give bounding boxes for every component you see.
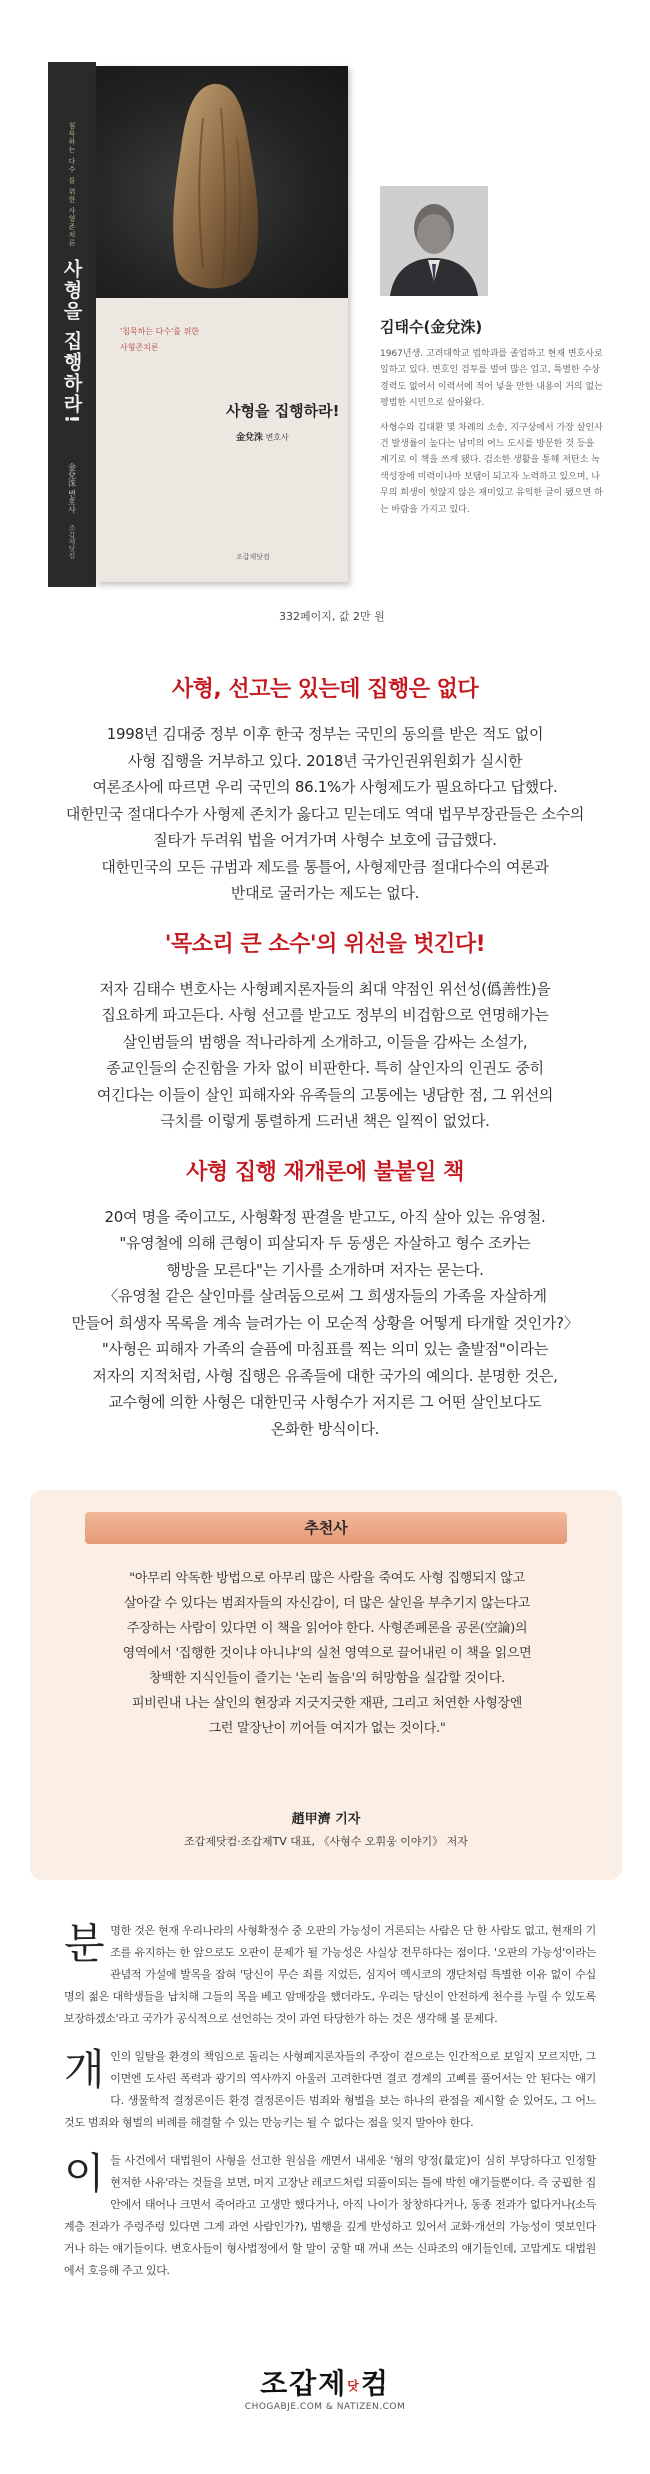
spine-title: 사형을 집행하라! xyxy=(60,258,83,426)
pages-price: 332페이지, 값 2만 원 xyxy=(279,610,385,623)
cover-photo xyxy=(96,66,348,298)
section-line: 여론조사에 따르면 우리 국민의 86.1%가 사형제도가 필요하다고 답했다. xyxy=(92,778,558,796)
excerpt-paragraph: 이 들 사건에서 대법원이 사형을 선고한 원심을 깨면서 내세운 '형의 양정(量定)이 심히 부당하다고 인정할 현저한 사유'라는 것들을 보면, 머지 고장난 레코드처럼 되풀이되는 틀에 박힌 얘기들뿐이다. 즉 궁핍한 집안에서 태어나 크면서 죽어라고 고생만 했다거나, 아직 나이가 창창하다거나, 동종 전과가 없다거나(소득계층 전과가 주렁주렁 있다면 그게 과연 사람인가?), 범행을 깊게 반성하고 있어서 교화·개선의 가능성이 엿보인다거나 하는 얘기들이다. 변호사들이 형사법정에서 할 말이 궁할 때 꺼내 쓰는 신파조의 얘기들인데, 고맙게도 대법원에서 호응해 주고 있다. xyxy=(64,2149,596,2277)
recommendation-label: 추천사 xyxy=(85,1512,567,1544)
sections xyxy=(0,660,650,1442)
drop-cap: 개 xyxy=(64,2045,105,2094)
author-bio-paragraph: 1967년생. 고려대학교 법학과를 졸업하고 현재 변호사로 일하고 있다. 변호인 검투를 벌여 많은 업고, 특별한 수상 경력도 없어서 이력서에 적어 넣을 만한 내용이 거의 없는 평범한 시민으로 살아왔다. xyxy=(380,349,603,409)
spine-publisher: 조갑제닷컴 xyxy=(68,524,76,559)
drop-cap: 이 xyxy=(64,2149,105,2198)
section-heading: 사형 집행 재개론에 불붙일 책 xyxy=(186,1159,464,1185)
section-heading: 사형, 선고는 있는데 집행은 없다 xyxy=(171,677,479,702)
author-portrait-icon xyxy=(380,186,488,296)
section-line: "유영철에 의해 큰형이 피살되자 두 동생은 자살하고 형수 조카는 xyxy=(119,1234,531,1252)
section-line: 사형 집행을 거부하고 있다. 2018년 국가인권위원회가 실시한 xyxy=(127,751,523,770)
excerpts xyxy=(64,1920,596,2282)
section-heading: '목소리 큰 소수'의 위선을 벗긴다! xyxy=(164,931,486,957)
cover-author: 金兌洙 변호사 xyxy=(236,433,289,443)
book-promo xyxy=(0,0,650,660)
author-photo xyxy=(380,186,488,296)
author-bio-paragraph: 사형수와 김대환 몇 차례의 소송, 지구상에서 가장 살인사건 발생률이 높다는 남미의 어느 도시를 방문한 것 등을 계기로 이 책을 쓰게 됐다. 검소한 생활을 통해 저탄소 녹색성장에 미력이나마 보탬이 되고자 노력하고 있으며, 나무의 희생이 헛않지 않은 재미있고 유익한 글이 됐으면 하는 바람을 가지고 있다. xyxy=(380,422,603,515)
spine-subtitle: 침묵하는 다수 를 위한 사형존치론 xyxy=(68,122,76,247)
book-cover xyxy=(96,66,348,582)
section-line: 질타가 두려워 법을 어겨가며 사형수 보호에 급급했다. xyxy=(153,831,497,849)
signer-title: 조갑제닷컴·조갑제TV 대표, 《사형수 오휘웅 이야기》 저자 xyxy=(184,1835,468,1848)
excerpt-paragraph: 개 인의 일탈을 환경의 책임으로 돌리는 사형폐지론자들의 주장이 겉으로는 인간적으로 보일지 모르지만, 그 이면엔 도사린 폭력과 광기의 역사까지 아울러 고려한다면 결코 경계의 고삐를 풀어서는 안 된다는 얘기다. 생물학적 결정론이든 환경 결정론이든 범죄와 형벌을 보는 하나의 관점을 제시할 순 있어도, 그 어느 것도 범죄와 형벌의 비례를 해결할 수 있는 만능키는 될 수 없다는 점을 잊지 말아야 한다. xyxy=(64,2045,596,2129)
author-bio xyxy=(380,346,605,526)
section-line: 대한민국 절대다수가 사형제 존치가 옳다고 믿는데도 역대 법무부장관들은 소수의 xyxy=(65,804,585,823)
recommendation-box xyxy=(30,1490,622,1880)
section-line: 1998년 김대중 정부 이후 한국 정부는 국민의 동의를 받은 적도 없이 xyxy=(106,725,544,743)
cover-title: 사형을 집행하라! xyxy=(226,402,340,420)
recommendation-signature xyxy=(30,1808,622,1849)
book-3d xyxy=(48,62,348,587)
book-spine xyxy=(48,62,96,587)
section-line: 집요하게 파고든다. 사형 선고를 받고도 정부의 비겁함으로 연명해가는 xyxy=(101,1006,549,1024)
section-line: 반대로 굴러가는 제도는 없다. xyxy=(230,884,420,902)
footer xyxy=(0,2298,650,2458)
publisher-logo: 조갑제닷컴 xyxy=(260,2367,390,2400)
cover-tagline: '침묵하는 다수'를 위한 사형존치론 xyxy=(120,327,200,352)
bread-sculpture-icon xyxy=(151,78,281,293)
section-line: "사형은 피해자 가족의 슬픔에 마침표를 찍는 의미 있는 출발점"이라는 xyxy=(101,1340,549,1358)
section-3 xyxy=(0,1155,650,1443)
publisher-url: CHOGABJE.COM & NATIZEN.COM xyxy=(244,2402,406,2412)
section-line: 〈유영철 같은 살인마를 살려둠으로써 그 희생자들의 가족을 자살하게 xyxy=(103,1287,547,1305)
section-line: 행방을 모른다"는 기사를 소개하며 저자는 묻는다. xyxy=(166,1260,484,1279)
section-line: 온화한 방식이다. xyxy=(270,1419,380,1438)
section-line: 여긴다는 이들이 살인 피해자와 유족들의 고통에는 냉담한 점, 그 위선의 xyxy=(96,1085,554,1104)
author-name: 김태수(金兌洙) xyxy=(380,318,483,336)
section-line: 극치를 이렇게 통렬하게 드러낸 책은 일찍이 없었다. xyxy=(160,1112,490,1130)
section-line: 저자의 지적처럼, 사형 집행은 유족들에 대한 국가의 예의다. 분명한 것은, xyxy=(92,1366,558,1385)
section-1 xyxy=(0,672,650,907)
spine-author: 金兌洙 변호사 xyxy=(67,463,77,514)
excerpt-paragraph: 분 명한 것은 현재 우리나라의 사형확정수 중 오판의 가능성이 거론되는 사람은 단 한 사람도 없고, 현재의 기조를 유지하는 한 앞으로도 오판이 문제가 될 가능성은 사실상 전무하다는 점이다. '오판의 가능성'이라는 관념적 가설에 발목을 잡혀 '당신이 무슨 죄를 지었든, 심지어 멕시코의 갱단처럼 특별한 이유 없이 수십 명의 젊은 대학생들을 납치해 그들의 목을 베고 암매장을 했더라도, 우리는 당신이 안전하게 천수를 누릴 수 있도록 보장하겠소'라고 국가가 공식적으로 선언하는 것이 과연 타당한가 하는 것은 생각해 볼 문제다. xyxy=(64,1919,596,2025)
drop-cap: 분 xyxy=(64,1919,105,1968)
section-line: 교수형에 의한 사형은 대한민국 사형수가 저지른 그 어떤 살인보다도 xyxy=(108,1393,542,1411)
section-line: 저자 김태수 변호사는 사형폐지론자들의 최대 약점인 위선성(僞善性)을 xyxy=(99,979,551,998)
section-line: 종교인들의 순진함을 가차 없이 비판한다. 특히 살인자의 인권도 중히 xyxy=(106,1059,544,1077)
section-line: 20여 명을 죽이고도, 사형확정 판결을 받고도, 아직 살아 있는 유영철. xyxy=(104,1207,546,1226)
recommendation-quote: "아무리 악독한 방법으로 아무리 많은 사람을 죽여도 사형 집행되지 않고 살아갈 수 있다는 범죄자들의 자신감이, 더 많은 살인을 부추기지 않는다고 주장하는 사람이 있다면 이 책을 읽어야 한다. 사형존폐론을 공론(空論)의 영역에서 '집행한 것이냐 아니냐'의 실천 영역으로 끌어내린 이 책을 읽으면 창백한 지식인들이 즐기는 '논리 놀음'의 허망함을 실감할 것이다. 피비린내 나는 살인의 현장과 지긋지긋한 재판, 그리고 처연한 사형장엔 그런 말장난이 끼어들 여지가 없는 것이다." xyxy=(122,1571,532,1736)
signer-name: 趙甲濟 기자 xyxy=(291,1812,361,1827)
section-line: 만들어 희생자 목록을 계속 늘려가는 이 모순적 상황을 어떻게 타개할 것인가?〉 xyxy=(71,1313,579,1332)
section-line: 대한민국의 모든 규범과 제도를 통틀어, 사형제만큼 절대다수의 여론과 xyxy=(101,857,549,876)
cover-publisher: 조갑제닷컴 xyxy=(236,553,270,561)
section-2 xyxy=(0,927,650,1135)
section-line: 살인범들의 범행을 적나라하게 소개하고, 이들을 감싸는 소설가, xyxy=(122,1032,528,1051)
